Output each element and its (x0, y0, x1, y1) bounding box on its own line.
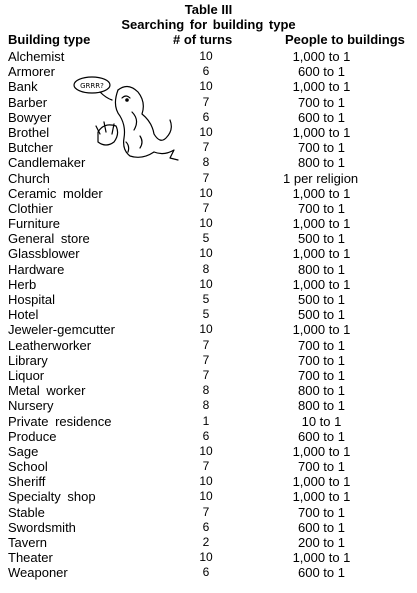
turns-cell: 10 (199, 276, 213, 291)
turns-cell: 8 (202, 383, 210, 398)
building-type-cell: Furniture (8, 216, 61, 232)
ratio-cell: 600 to 1 (298, 64, 345, 80)
building-type-cell: Armorer (8, 64, 55, 80)
building-type-cell: Clothier (8, 200, 53, 216)
building-type-cell: Produce (8, 428, 57, 444)
ratio-cell: 700 to 1 (298, 504, 345, 520)
table-row (0, 520, 417, 535)
turns-cell: 10 (199, 246, 213, 261)
building-type-cell: Metal worker (8, 383, 86, 399)
table-row (0, 49, 417, 64)
turns-cell: 7 (202, 367, 210, 382)
building-type-cell: Sheriff (8, 474, 46, 490)
turns-cell: 7 (202, 140, 210, 155)
turns-cell: 10 (199, 474, 213, 489)
building-type-cell: Leatherworker (8, 337, 92, 353)
turns-cell: 7 (202, 337, 210, 352)
ratio-cell: 10 to 1 (301, 413, 342, 429)
table-row (0, 125, 417, 140)
turns-cell: 6 (202, 565, 210, 580)
turns-cell: 7 (202, 200, 210, 215)
table-subtitle: Searching for building type (121, 17, 296, 32)
table-row (0, 277, 417, 292)
building-type-cell: Bowyer (8, 109, 52, 125)
ratio-cell: 1,000 to 1 (292, 185, 351, 201)
building-type-cell: Hotel (8, 307, 39, 323)
building-type-cell: Bank (8, 79, 38, 95)
ratio-cell: 1,000 to 1 (292, 79, 351, 95)
dragon-illustration-icon (70, 72, 180, 164)
ratio-cell: 1,000 to 1 (292, 216, 351, 232)
building-type-cell: Hospital (8, 292, 55, 307)
ratio-cell: 800 to 1 (298, 383, 345, 399)
ratio-cell: 700 to 1 (298, 337, 345, 353)
table-row (0, 353, 417, 368)
table-row (0, 550, 417, 565)
turns-cell: 8 (202, 155, 210, 170)
building-type-cell: Brothel (8, 124, 50, 140)
table-row (0, 338, 417, 353)
header-building-type: Building type (8, 32, 91, 47)
ratio-cell: 1,000 to 1 (292, 276, 351, 292)
building-type-cell: Theater (8, 550, 53, 566)
building-type-cell: Weaponer (8, 565, 68, 581)
table-row (0, 231, 417, 246)
turns-cell: 6 (202, 64, 210, 79)
ratio-cell: 1,000 to 1 (292, 489, 351, 505)
table-row (0, 292, 417, 307)
building-type-cell: Specialty shop (8, 489, 96, 505)
turns-cell: 7 (202, 504, 210, 519)
ratio-cell: 1,000 to 1 (292, 550, 351, 566)
building-type-cell: Sage (8, 443, 39, 459)
table-row (0, 429, 417, 444)
table-row (0, 459, 417, 474)
dragon-speech-text: GRRR? (80, 82, 104, 90)
table-row (0, 246, 417, 261)
table-row (0, 186, 417, 201)
building-type-cell: Liquor (8, 367, 45, 383)
table-row (0, 307, 417, 322)
turns-cell: 6 (202, 519, 210, 534)
ratio-cell: 700 to 1 (298, 352, 345, 368)
building-type-cell: Nursery (8, 398, 54, 414)
turns-cell: 8 (202, 261, 210, 276)
table-row (0, 414, 417, 429)
ratio-cell: 600 to 1 (298, 519, 345, 535)
turns-cell: 10 (199, 185, 213, 200)
turns-cell: 6 (202, 109, 210, 124)
turns-cell: 10 (199, 489, 213, 504)
building-type-cell: Private residence (8, 413, 112, 429)
ratio-cell: 200 to 1 (298, 535, 345, 550)
building-type-cell: Library (8, 352, 48, 368)
table-row (0, 368, 417, 383)
ratio-cell: 800 to 1 (298, 261, 345, 277)
table-row (0, 110, 417, 125)
table-row (0, 322, 417, 337)
table-row (0, 140, 417, 155)
turns-cell: 10 (199, 49, 213, 63)
header-people-to-buildings: People to buildings (285, 32, 405, 47)
building-type-cell: Herb (8, 276, 37, 292)
building-type-cell: Tavern (8, 535, 48, 550)
ratio-cell: 1 per religion (283, 170, 359, 186)
ratio-cell: 700 to 1 (298, 200, 345, 216)
ratio-cell: 600 to 1 (298, 565, 345, 581)
building-type-cell: Candlemaker (8, 155, 86, 171)
table-row (0, 489, 417, 504)
table-row (0, 535, 417, 550)
building-type-cell: Butcher (8, 140, 53, 156)
header-turns: # of turns (173, 32, 233, 47)
building-type-cell: Alchemist (8, 49, 65, 64)
turns-cell: 10 (199, 550, 213, 565)
ratio-cell: 700 to 1 (298, 140, 345, 156)
ratio-cell: 600 to 1 (298, 109, 345, 125)
building-type-cell: Barber (8, 94, 48, 110)
building-type-cell: Glassblower (8, 246, 80, 262)
table-body (0, 49, 417, 581)
ratio-cell: 1,000 to 1 (292, 474, 351, 490)
ratio-cell: 600 to 1 (298, 428, 345, 444)
turns-cell: 5 (202, 231, 210, 246)
turns-cell: 2 (202, 535, 210, 549)
table-row (0, 565, 417, 580)
table-title: Table III (184, 2, 233, 17)
ratio-cell: 1,000 to 1 (292, 246, 351, 262)
table-row (0, 474, 417, 489)
turns-cell: 10 (199, 79, 213, 94)
ratio-cell: 500 to 1 (298, 307, 345, 323)
ratio-cell: 800 to 1 (298, 398, 345, 414)
turns-cell: 7 (202, 94, 210, 109)
table-row (0, 171, 417, 186)
table-row (0, 505, 417, 520)
turns-cell: 5 (202, 292, 210, 306)
turns-cell: 7 (202, 170, 210, 185)
ratio-cell: 1,000 to 1 (292, 443, 351, 459)
building-type-cell: Hardware (8, 261, 65, 277)
ratio-cell: 500 to 1 (298, 231, 345, 247)
building-type-cell: Ceramic molder (8, 185, 103, 201)
table-row (0, 201, 417, 216)
building-type-cell: Church (8, 170, 50, 186)
table-row (0, 262, 417, 277)
turns-cell: 5 (202, 307, 210, 322)
table-row (0, 64, 417, 79)
ratio-cell: 1,000 to 1 (292, 322, 351, 338)
turns-cell: 1 (202, 413, 210, 428)
ratio-cell: 800 to 1 (298, 155, 345, 171)
turns-cell: 8 (202, 398, 210, 413)
turns-cell: 7 (202, 352, 210, 367)
ratio-cell: 700 to 1 (298, 94, 345, 110)
building-type-cell: School (8, 459, 48, 475)
table-row (0, 155, 417, 170)
turns-cell: 10 (199, 124, 213, 139)
ratio-cell: 500 to 1 (298, 292, 345, 307)
ratio-cell: 1,000 to 1 (292, 49, 351, 64)
table-row (0, 444, 417, 459)
building-type-cell: Swordsmith (8, 519, 76, 535)
table-row (0, 383, 417, 398)
table-row (0, 398, 417, 413)
turns-cell: 6 (202, 428, 210, 443)
building-type-cell: Stable (8, 504, 45, 520)
table-row (0, 95, 417, 110)
ratio-cell: 700 to 1 (298, 367, 345, 383)
building-type-cell: Jeweler-gemcutter (8, 322, 115, 338)
table-row (0, 79, 417, 94)
turns-cell: 10 (199, 443, 213, 458)
turns-cell: 10 (199, 216, 213, 231)
ratio-cell: 1,000 to 1 (292, 124, 351, 140)
turns-cell: 7 (202, 459, 210, 474)
table-row (0, 216, 417, 231)
building-type-cell: General store (8, 231, 90, 247)
ratio-cell: 700 to 1 (298, 459, 345, 475)
turns-cell: 10 (199, 322, 213, 337)
